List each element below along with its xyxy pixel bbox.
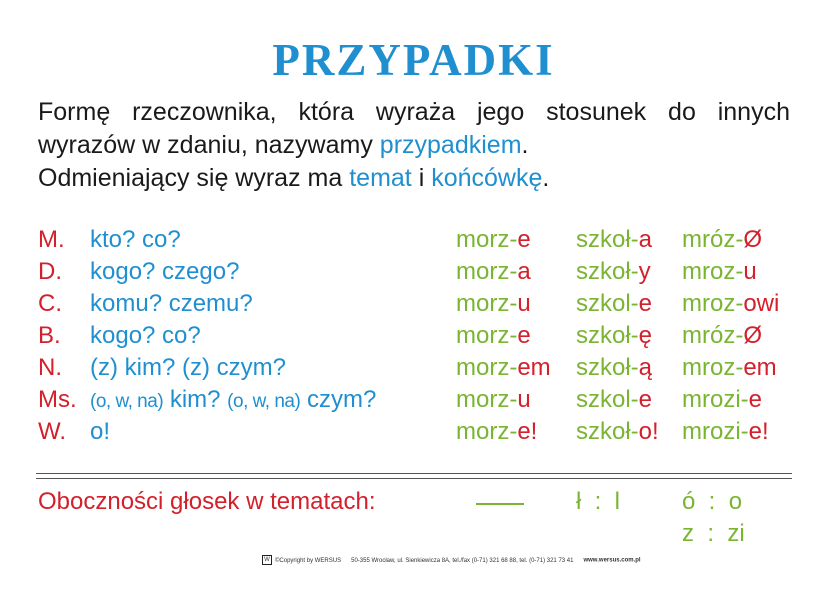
word-morze [456,322,531,350]
case-abbrev: C. [38,290,62,317]
word-ending: ą [638,354,653,381]
word-stem: mróz- [682,226,744,253]
word-ending: em [743,354,777,381]
intro-line-3-period: . [542,164,550,192]
intro-line-3-conj: i [411,164,432,192]
word-stem: szkol- [576,290,639,317]
word-ending: e [748,386,763,413]
page-title: PRZYPADKI [272,35,555,85]
word-stem: morz- [456,290,518,317]
word-stem: mróz- [682,322,744,349]
word-ending: e! [748,418,769,445]
word-morze [456,386,531,414]
case-questions [90,290,253,318]
term-koncowke: końcówkę [431,164,543,192]
word-stem: szkoł- [576,258,639,285]
term-temat: temat [349,164,412,192]
word-stem: szkoł- [576,226,639,253]
intro-line-2-period: . [521,131,529,159]
word-stem: morz- [456,322,518,349]
case-abbrev: M. [38,226,65,253]
intro-line-3 [38,162,790,195]
word-ending: y [638,258,651,285]
word-ending: e [517,322,531,349]
case-questions [90,258,239,286]
question-part: kogo? co? [90,322,201,349]
alternations-label: Oboczności głosek w tematach: [38,488,376,515]
alternations-dash [476,503,524,505]
word-stem: morz- [456,386,518,413]
case-questions [90,322,201,350]
case-abbrev: B. [38,322,61,349]
word-ending: a [638,226,653,253]
case-abbrev: W. [38,418,66,445]
intro-line-3-text: Odmieniający się wyraz ma [38,164,350,192]
table-row [38,322,798,354]
word-mroz [682,290,779,318]
word-szkola [576,322,652,350]
divider-line [36,473,792,474]
word-ending: ę [638,322,653,349]
footer-copyright: ©Copyright by WERSUS [275,557,342,564]
word-szkola [576,354,652,382]
word-stem: mroz- [682,354,744,381]
word-ending: Ø [743,322,762,349]
word-szkola [576,418,659,446]
word-morze [456,418,537,446]
word-ending: e [638,386,653,413]
word-ending: owi [743,290,780,317]
word-stem: morz- [456,226,518,253]
word-morze [456,290,531,318]
word-szkola [576,290,652,318]
word-stem: morz- [456,354,518,381]
question-part: o! [90,418,111,445]
word-mroz [682,226,762,254]
intro-line-2-text: wyrazów w zdaniu, nazywamy [38,131,380,159]
question-part: czym? [300,386,377,413]
table-row [38,354,798,386]
table-row [38,418,798,450]
case-abbrev: D. [38,258,62,285]
word-stem: mrozi- [682,418,749,445]
word-mroz [682,258,757,286]
word-stem: szkoł- [576,322,639,349]
case-questions [90,386,376,414]
word-stem: szkoł- [576,354,639,381]
word-mroz [682,354,777,382]
word-stem: morz- [456,418,518,445]
word-morze [456,354,551,382]
word-ending: e! [517,418,538,445]
word-ending: e [517,226,531,253]
word-stem: szkol- [576,386,639,413]
question-part: kim? [163,386,228,413]
table-row [38,258,798,290]
word-mroz [682,322,762,350]
question-part: (o, w, na) [90,391,164,412]
word-ending: o! [638,418,659,445]
question-part: komu? czemu? [90,290,253,317]
word-ending: a [517,258,531,285]
publisher-logo-icon: W [262,555,272,565]
word-ending: Ø [743,226,762,253]
intro-line-2 [38,129,790,162]
alternation-o: ó : o [682,488,743,515]
word-ending: e [638,290,653,317]
question-part: (z) kim? (z) czym? [90,354,286,381]
footer-web: www.wersus.com.pl [583,557,641,564]
table-row [38,226,798,258]
word-stem: morz- [456,258,518,285]
word-mroz [682,418,769,446]
word-ending: u [743,258,757,285]
word-morze [456,258,531,286]
word-stem: mroz- [682,290,744,317]
question-part: kto? co? [90,226,181,253]
word-stem: szkoł- [576,418,639,445]
divider-line [36,478,792,479]
word-szkola [576,258,651,286]
word-stem: mrozi- [682,386,749,413]
intro-text [38,96,790,195]
case-questions [90,226,181,254]
footer [262,555,641,565]
word-ending: em [517,354,551,381]
word-szkola [576,226,652,254]
case-abbrev: Ms. [38,386,77,413]
table-row [38,386,798,418]
word-ending: u [517,386,531,413]
case-questions [90,354,286,382]
word-szkola [576,386,652,414]
alternation-l: ł : l [576,488,621,515]
word-mroz [682,386,762,414]
word-ending: u [517,290,531,317]
alternation-zi: z : zi [682,520,745,547]
question-part: (o, w, na) [227,391,301,412]
case-questions [90,418,110,446]
case-abbrev: N. [38,354,62,381]
footer-address: 50-355 Wrocław, ul. Sienkiewicza 8A, tel./fax (0-71) 321 68 88, tel. (0-71) 321 73 41 [351,557,574,564]
word-morze [456,226,531,254]
term-przypadkiem: przypadkiem [379,131,522,159]
intro-line-1: Formę rzeczownika, która wyraża jego stosunek do innych [38,98,790,126]
word-stem: mroz- [682,258,744,285]
question-part: kogo? czego? [90,258,240,285]
table-row [38,290,798,322]
